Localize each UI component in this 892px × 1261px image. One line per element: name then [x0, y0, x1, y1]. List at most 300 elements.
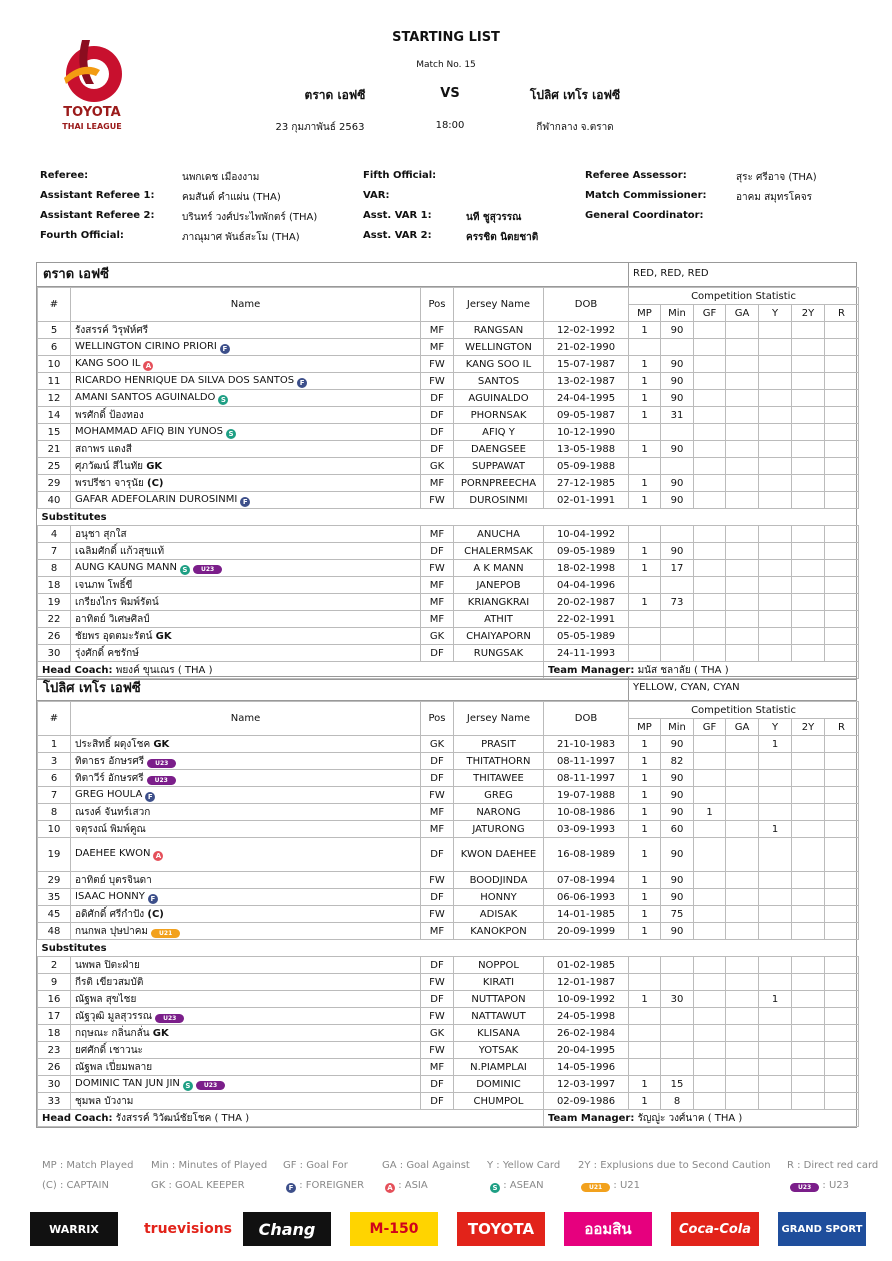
player-stat-mp: 1	[629, 991, 661, 1008]
player-dob: 09-05-1987	[544, 407, 629, 424]
player-stat-ga	[726, 906, 759, 923]
player-position: MF	[421, 475, 454, 492]
player-dob: 08-11-1997	[544, 753, 629, 770]
player-stat-y: 1	[759, 821, 792, 838]
official-fifth	[363, 170, 436, 181]
player-stat-gf	[694, 390, 726, 407]
player-stat-min: 90	[661, 322, 694, 339]
team-kit-colors: RED, RED, RED	[633, 268, 709, 279]
team-manager-cell	[544, 1110, 859, 1127]
player-number: 11	[38, 373, 71, 390]
player-stat-y	[759, 645, 792, 662]
col-header-y2: 2Y	[792, 305, 825, 322]
player-stat-gf	[694, 753, 726, 770]
player-stat-y	[759, 543, 792, 560]
player-stat-r	[825, 1059, 859, 1076]
substitutes-row	[38, 940, 859, 957]
player-number: 5	[38, 322, 71, 339]
player-stat-y	[759, 1093, 792, 1110]
foreigner-badge-icon: F	[240, 497, 250, 507]
player-row	[38, 923, 859, 940]
player-number: 45	[38, 906, 71, 923]
team-header	[37, 263, 856, 287]
player-stat-r	[825, 1042, 859, 1059]
legend-u21	[578, 1180, 640, 1192]
u23-pill-icon: U23	[790, 1183, 819, 1192]
player-stat-r	[825, 458, 859, 475]
player-stat-ga	[726, 974, 759, 991]
player-dob: 20-09-1999	[544, 923, 629, 940]
player-stat-ga	[726, 356, 759, 373]
player-row	[38, 526, 859, 543]
col-header-gf: GF	[694, 305, 726, 322]
player-number: 19	[38, 594, 71, 611]
player-jersey-name: BOODJINDA	[454, 872, 544, 889]
u23-pill-icon: U23	[147, 776, 176, 785]
player-position: FW	[421, 560, 454, 577]
player-row	[38, 974, 859, 991]
player-jersey-name: CHUMPOL	[454, 1093, 544, 1110]
player-stat-ga	[726, 543, 759, 560]
player-stat-gf	[694, 1093, 726, 1110]
player-stat-min	[661, 1059, 694, 1076]
player-row	[38, 804, 859, 821]
player-stat-y: 1	[759, 736, 792, 753]
sponsor-gsb-logo: ออมสิน	[564, 1212, 652, 1246]
player-position: FW	[421, 974, 454, 991]
player-dob: 12-02-1992	[544, 322, 629, 339]
player-role-tag: GK	[155, 630, 172, 642]
player-name: ชุมพล บัวงาม	[75, 1095, 134, 1107]
player-row	[38, 628, 859, 645]
official-label: Match Commissioner:	[585, 190, 707, 201]
player-row	[38, 821, 859, 838]
legend-u23-text: : U23	[822, 1180, 850, 1191]
player-stat-y	[759, 923, 792, 940]
player-stat-min	[661, 957, 694, 974]
legend-2y: 2Y : Explusions due to Second Caution	[578, 1160, 771, 1171]
player-stat-gf	[694, 407, 726, 424]
player-stat-mp: 1	[629, 441, 661, 458]
player-row	[38, 889, 859, 906]
player-stat-r	[825, 543, 859, 560]
player-jersey-name: SANTOS	[454, 373, 544, 390]
player-position: MF	[421, 322, 454, 339]
player-dob: 22-02-1991	[544, 611, 629, 628]
official-ar2	[40, 210, 154, 221]
foreigner-badge-icon: F	[286, 1183, 296, 1193]
official-label: Fourth Official:	[40, 230, 124, 241]
player-table	[37, 287, 859, 679]
player-stat-min	[661, 645, 694, 662]
player-jersey-name: KWON DAEHEE	[454, 838, 544, 872]
player-name-cell	[71, 526, 421, 543]
player-name: ISAAC HONNY	[75, 890, 145, 902]
player-name: อาทิตย์ บุตรจินดา	[75, 874, 152, 886]
player-row	[38, 339, 859, 356]
player-stat-y	[759, 611, 792, 628]
player-name: อดิศักดิ์ ศรีกำปัง	[75, 908, 145, 920]
logo-sub-text: THAI LEAGUE	[62, 122, 122, 131]
col-header-no: #	[38, 702, 71, 736]
player-dob: 14-05-1996	[544, 1059, 629, 1076]
player-stat-r	[825, 889, 859, 906]
player-stat-y2	[792, 804, 825, 821]
player-dob: 20-04-1995	[544, 1042, 629, 1059]
official-value: นพกเดช เมืองงาม	[182, 172, 260, 183]
head-coach-label: Head Coach:	[42, 1112, 113, 1124]
player-position: DF	[421, 441, 454, 458]
player-name: WELLINGTON CIRINO PRIORI	[75, 340, 217, 352]
player-stat-min: 60	[661, 821, 694, 838]
player-stat-y2	[792, 611, 825, 628]
player-name: AMANI SANTOS AGUINALDO	[75, 391, 216, 403]
player-name-cell	[71, 560, 421, 577]
player-name: รุ่งศักดิ์ คชรักษ์	[75, 647, 139, 659]
player-number: 3	[38, 753, 71, 770]
player-row	[38, 787, 859, 804]
player-stat-gf	[694, 974, 726, 991]
player-dob: 13-02-1987	[544, 373, 629, 390]
player-dob: 21-10-1983	[544, 736, 629, 753]
player-stat-mp: 1	[629, 560, 661, 577]
player-stat-ga	[726, 838, 759, 872]
player-stat-y2	[792, 991, 825, 1008]
col-header-y: Y	[759, 305, 792, 322]
player-position: MF	[421, 804, 454, 821]
player-position: DF	[421, 1076, 454, 1093]
player-number: 2	[38, 957, 71, 974]
player-stat-min: 90	[661, 804, 694, 821]
player-stat-gf	[694, 475, 726, 492]
player-name: ทิตาธร อักษรศรี	[75, 755, 145, 767]
player-stat-ga	[726, 407, 759, 424]
col-header-stat: Competition Statistic	[629, 288, 859, 305]
player-stat-gf	[694, 821, 726, 838]
player-name-cell	[71, 339, 421, 356]
player-stat-r	[825, 804, 859, 821]
col-header-ga: GA	[726, 305, 759, 322]
logo-brand-text: TOYOTA	[63, 105, 121, 120]
player-jersey-name: NARONG	[454, 804, 544, 821]
player-dob: 04-04-1996	[544, 577, 629, 594]
player-stat-y2	[792, 906, 825, 923]
player-stat-mp: 1	[629, 492, 661, 509]
col-header-name: Name	[71, 288, 421, 322]
player-table	[37, 701, 859, 1127]
player-stat-ga	[726, 923, 759, 940]
player-stat-y	[759, 753, 792, 770]
player-number: 21	[38, 441, 71, 458]
home-team-name: ตราด เอฟซี	[304, 88, 366, 102]
player-stat-y2	[792, 645, 825, 662]
player-name-cell	[71, 770, 421, 787]
player-name-cell	[71, 889, 421, 906]
player-name: ณัฐพล เปี่ยมพลาย	[75, 1061, 153, 1073]
player-stat-r	[825, 322, 859, 339]
player-stat-ga	[726, 736, 759, 753]
official-avar2	[363, 230, 432, 241]
team-header	[37, 677, 856, 701]
player-stat-ga	[726, 770, 759, 787]
player-stat-y2	[792, 356, 825, 373]
player-jersey-name: ATHIT	[454, 611, 544, 628]
player-row	[38, 1059, 859, 1076]
player-stat-r	[825, 872, 859, 889]
player-stat-ga	[726, 458, 759, 475]
player-stat-r	[825, 492, 859, 509]
player-stat-ga	[726, 889, 759, 906]
player-position: FW	[421, 1008, 454, 1025]
player-stat-y	[759, 1042, 792, 1059]
player-stat-r	[825, 838, 859, 872]
player-jersey-name: KLISANA	[454, 1025, 544, 1042]
col-header-jersey: Jersey Name	[454, 288, 544, 322]
player-position: FW	[421, 373, 454, 390]
player-stat-ga	[726, 804, 759, 821]
player-stat-gf	[694, 906, 726, 923]
player-stat-r	[825, 753, 859, 770]
legend-gk: GK : GOAL KEEPER	[151, 1180, 245, 1191]
player-name: DAEHEE KWON	[75, 848, 151, 859]
away-team-name: โปลิศ เทโร เอฟซี	[529, 88, 621, 102]
player-stat-ga	[726, 1093, 759, 1110]
player-stat-y	[759, 424, 792, 441]
player-stat-y	[759, 594, 792, 611]
player-stat-gf	[694, 1008, 726, 1025]
player-name-cell	[71, 594, 421, 611]
col-header-dob: DOB	[544, 288, 629, 322]
player-stat-y	[759, 1025, 792, 1042]
player-position: MF	[421, 611, 454, 628]
asia-badge-icon: A	[385, 1183, 395, 1193]
player-row	[38, 1076, 859, 1093]
legend-asean	[487, 1180, 544, 1193]
player-stat-min: 90	[661, 872, 694, 889]
legend-gf: GF : Goal For	[283, 1160, 348, 1171]
player-row	[38, 458, 859, 475]
player-jersey-name: DAENGSEE	[454, 441, 544, 458]
col-header-r: R	[825, 719, 859, 736]
player-stat-min: 82	[661, 753, 694, 770]
player-name: GAFAR ADEFOLARIN DUROSINMI	[75, 493, 238, 505]
player-stat-y	[759, 889, 792, 906]
player-jersey-name: KIRATI	[454, 974, 544, 991]
player-name-cell	[71, 906, 421, 923]
player-row	[38, 441, 859, 458]
player-stat-ga	[726, 475, 759, 492]
player-dob: 13-05-1988	[544, 441, 629, 458]
player-stat-r	[825, 1093, 859, 1110]
player-stat-gf	[694, 373, 726, 390]
player-stat-y	[759, 1059, 792, 1076]
player-stat-min: 90	[661, 889, 694, 906]
player-stat-r	[825, 628, 859, 645]
player-jersey-name: ADISAK	[454, 906, 544, 923]
player-number: 29	[38, 475, 71, 492]
player-stat-mp	[629, 458, 661, 475]
player-name: ณัฐพล สุขไชย	[75, 993, 137, 1005]
player-stat-ga	[726, 339, 759, 356]
player-dob: 07-08-1994	[544, 872, 629, 889]
player-stat-r	[825, 1025, 859, 1042]
player-stat-min	[661, 611, 694, 628]
player-stat-min	[661, 1008, 694, 1025]
player-position: FW	[421, 1042, 454, 1059]
player-stat-min	[661, 628, 694, 645]
player-position: MF	[421, 821, 454, 838]
player-stat-mp: 1	[629, 889, 661, 906]
player-stat-y	[759, 356, 792, 373]
player-number: 19	[38, 838, 71, 872]
player-number: 30	[38, 645, 71, 662]
player-stat-r	[825, 356, 859, 373]
document-header	[0, 0, 892, 150]
player-number: 10	[38, 821, 71, 838]
player-role-tag: GK	[153, 738, 170, 750]
team-section-away	[36, 676, 857, 1128]
player-stat-y2	[792, 957, 825, 974]
official-commissioner	[585, 190, 707, 201]
player-stat-gf	[694, 339, 726, 356]
u23-pill-icon: U23	[147, 759, 176, 768]
staff-row	[38, 1110, 859, 1127]
player-number: 1	[38, 736, 71, 753]
player-stat-min: 90	[661, 492, 694, 509]
player-jersey-name: KRIANGKRAI	[454, 594, 544, 611]
player-stat-gf	[694, 889, 726, 906]
player-row	[38, 1008, 859, 1025]
team-manager-label: Team Manager:	[548, 1112, 635, 1124]
player-name: เกรียงไกร พิมพ์รัตน์	[75, 596, 159, 608]
player-number: 22	[38, 611, 71, 628]
player-stat-mp: 1	[629, 821, 661, 838]
substitutes-label: Substitutes	[38, 940, 859, 957]
player-role-tag: GK	[152, 1027, 169, 1039]
player-jersey-name: N.PIAMPLAI	[454, 1059, 544, 1076]
player-dob: 16-08-1989	[544, 838, 629, 872]
player-dob: 08-11-1997	[544, 770, 629, 787]
player-name-cell	[71, 1042, 421, 1059]
foreigner-badge-icon: F	[220, 344, 230, 354]
player-number: 9	[38, 974, 71, 991]
player-position: DF	[421, 543, 454, 560]
player-stat-y	[759, 974, 792, 991]
official-value: ครรชิต นิตยชาติ	[466, 232, 539, 243]
player-stat-y2	[792, 1093, 825, 1110]
player-position: FW	[421, 492, 454, 509]
player-stat-y	[759, 322, 792, 339]
player-stat-min: 30	[661, 991, 694, 1008]
sponsor-chang-logo: Chang	[243, 1212, 331, 1246]
player-row	[38, 906, 859, 923]
player-stat-r	[825, 906, 859, 923]
player-name-cell	[71, 974, 421, 991]
table-header-row	[38, 288, 859, 305]
player-position: GK	[421, 628, 454, 645]
player-stat-r	[825, 923, 859, 940]
player-stat-gf	[694, 594, 726, 611]
player-number: 6	[38, 339, 71, 356]
player-stat-gf	[694, 1059, 726, 1076]
player-stat-r	[825, 407, 859, 424]
player-position: MF	[421, 339, 454, 356]
player-jersey-name: YOTSAK	[454, 1042, 544, 1059]
player-stat-mp: 1	[629, 906, 661, 923]
player-name-cell	[71, 407, 421, 424]
player-row	[38, 356, 859, 373]
player-stat-r	[825, 560, 859, 577]
league-logo-icon	[56, 36, 128, 106]
player-stat-r	[825, 821, 859, 838]
legend-y: Y : Yellow Card	[487, 1160, 561, 1171]
player-stat-ga	[726, 1042, 759, 1059]
player-stat-gf	[694, 492, 726, 509]
player-stat-mp	[629, 974, 661, 991]
player-dob: 10-04-1992	[544, 526, 629, 543]
player-number: 48	[38, 923, 71, 940]
player-stat-ga	[726, 373, 759, 390]
player-name-cell	[71, 838, 421, 872]
player-stat-r	[825, 645, 859, 662]
player-stat-y	[759, 390, 792, 407]
player-stat-r	[825, 424, 859, 441]
player-name-cell	[71, 1076, 421, 1093]
player-jersey-name: ANUCHA	[454, 526, 544, 543]
player-position: DF	[421, 407, 454, 424]
player-row	[38, 390, 859, 407]
player-name: ยศศักดิ์ เชาวนะ	[75, 1044, 143, 1056]
player-number: 15	[38, 424, 71, 441]
player-number: 33	[38, 1093, 71, 1110]
player-name: กีรติ เขียวสมบัติ	[75, 976, 144, 988]
player-stat-ga	[726, 611, 759, 628]
team-name: โปลิศ เทโร เอฟซี	[37, 677, 629, 700]
player-jersey-name: AFIQ Y	[454, 424, 544, 441]
player-position: MF	[421, 526, 454, 543]
player-stat-y2	[792, 526, 825, 543]
player-stat-r	[825, 475, 859, 492]
player-position: MF	[421, 594, 454, 611]
player-dob: 15-07-1987	[544, 356, 629, 373]
u23-pill-icon: U23	[155, 1014, 184, 1023]
player-stat-gf	[694, 991, 726, 1008]
player-stat-mp	[629, 957, 661, 974]
player-number: 18	[38, 577, 71, 594]
player-stat-gf	[694, 770, 726, 787]
player-stat-gf	[694, 441, 726, 458]
player-name: ณรงค์ จันทร์เสวก	[75, 806, 151, 818]
player-stat-gf	[694, 957, 726, 974]
player-stat-min	[661, 1025, 694, 1042]
player-jersey-name: DOMINIC	[454, 1076, 544, 1093]
player-stat-gf	[694, 560, 726, 577]
player-stat-gf	[694, 1042, 726, 1059]
player-stat-gf	[694, 923, 726, 940]
player-stat-y2	[792, 424, 825, 441]
asean-badge-icon: S	[218, 395, 228, 405]
player-position: FW	[421, 906, 454, 923]
player-name: GREG HOULA	[75, 788, 143, 800]
league-logo	[56, 36, 128, 136]
legend-u23	[787, 1180, 849, 1192]
asean-badge-icon: S	[490, 1183, 500, 1193]
player-jersey-name: THITAWEE	[454, 770, 544, 787]
player-stat-mp: 1	[629, 872, 661, 889]
head-coach-name: รังสรรค์ วิวัฒน์ชัยโชค ( THA )	[115, 1112, 250, 1124]
player-stat-ga	[726, 1025, 759, 1042]
player-row	[38, 1025, 859, 1042]
